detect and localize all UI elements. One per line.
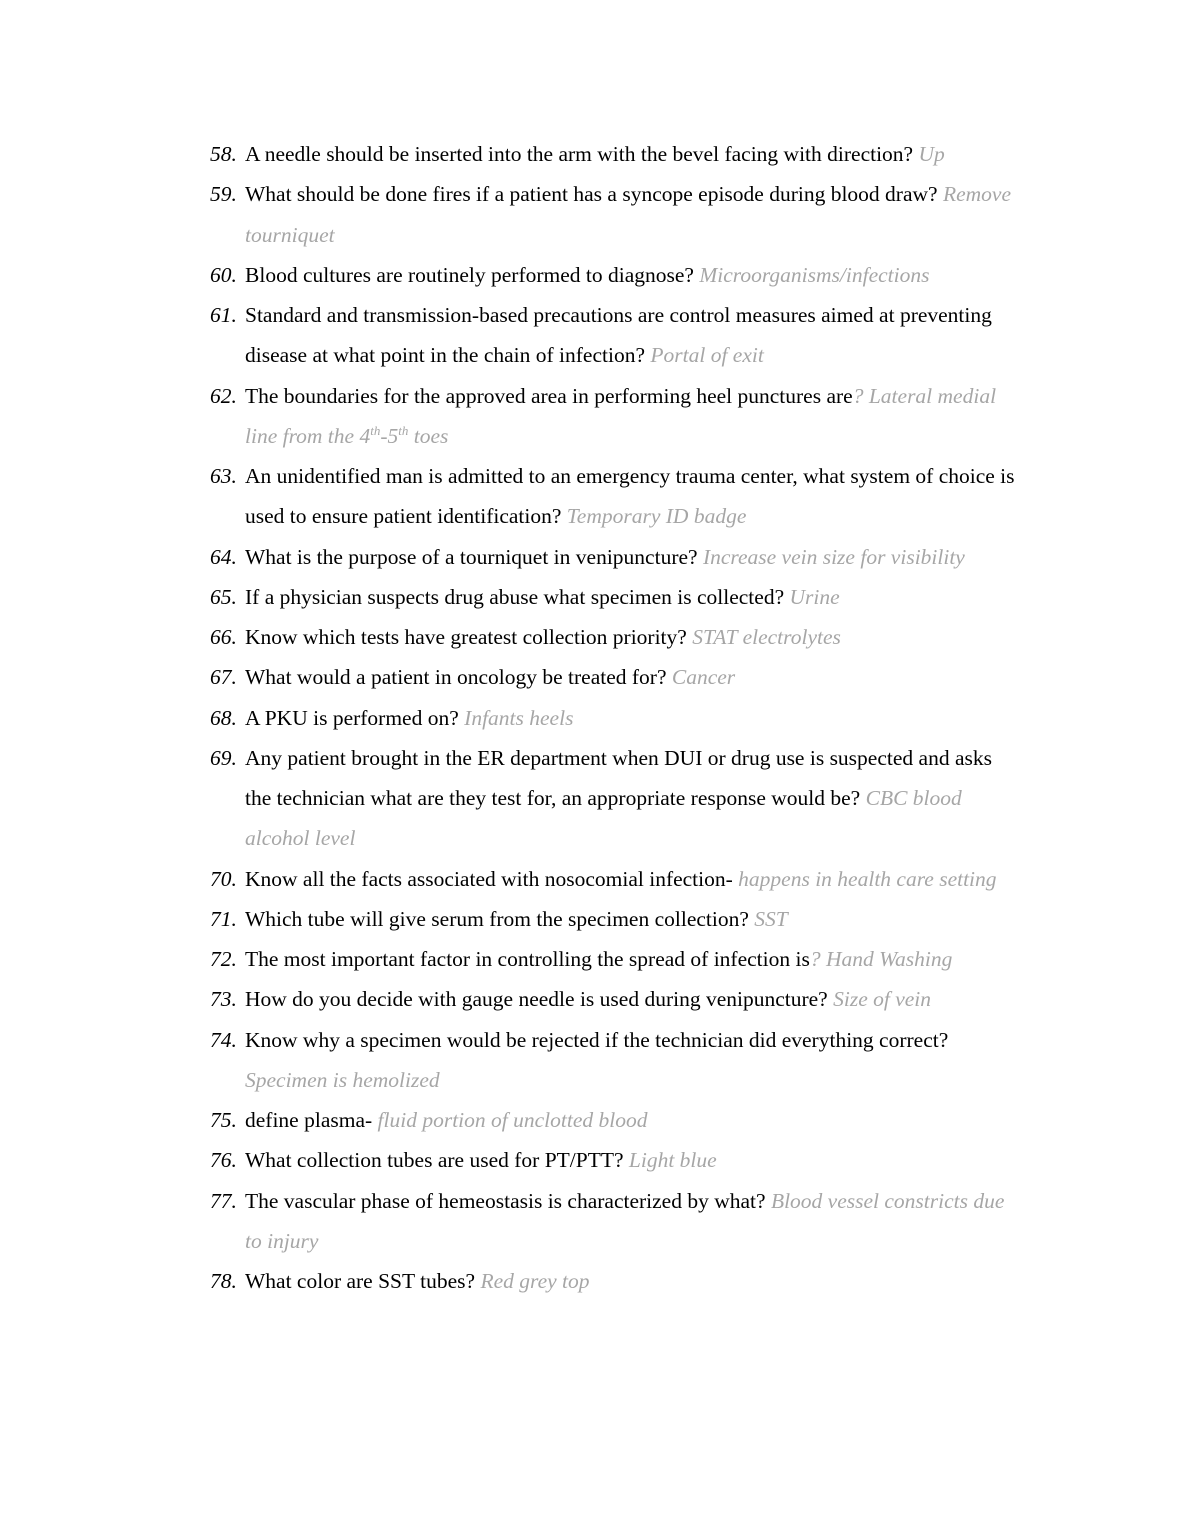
question-list (210, 134, 1015, 1301)
list-item (210, 617, 1015, 657)
item-number: 58. (210, 142, 237, 166)
superscript: th (370, 422, 381, 438)
list-item (210, 537, 1015, 577)
list-item (210, 698, 1015, 738)
list-item (210, 1020, 1015, 1101)
answer-text: Remove tourniquet (245, 182, 1011, 247)
item-number: 65. (210, 584, 237, 609)
answer-text: Increase vein size for visibility (702, 544, 965, 569)
answer-text: SST (754, 906, 788, 931)
list-item (210, 577, 1015, 617)
question-text: What collection tubes are used for PT/PTT? (245, 1148, 629, 1173)
item-number: 67. (210, 665, 237, 690)
item-number: 59. (210, 182, 237, 207)
item-number: 64. (210, 544, 237, 569)
list-item (210, 899, 1015, 939)
question-text: What should be done fires if a patient has a syncope episode during blood draw? (245, 182, 943, 207)
question-text: define plasma- (245, 1108, 378, 1132)
question-text: The vascular phase of hemeostasis is characterized by what? (245, 1188, 771, 1213)
item-number: 72. (210, 947, 237, 971)
item-number: 77. (210, 1188, 237, 1213)
answer-text: Microorganisms/infections (699, 262, 930, 287)
answer-text: Portal of exit (650, 343, 764, 368)
answer-text: STAT electrolytes (692, 625, 841, 649)
list-item (210, 1261, 1015, 1301)
item-number: 61. (210, 303, 237, 327)
list-item (210, 939, 1015, 979)
answer-text: happens in health care setting (738, 866, 997, 891)
question-text: An unidentified man is admitted to an emergency trauma center, what system of choice is used to ensure patient identification? (245, 464, 1015, 529)
question-text: A PKU is performed on? (245, 705, 465, 730)
question-text: If a physician suspects drug abuse what specimen is collected? (245, 584, 790, 609)
question-text: Know which tests have greatest collection priority? (245, 625, 693, 649)
superscript: th (398, 422, 409, 438)
question-text: What would a patient in oncology be treated for? (245, 665, 672, 690)
list-item (210, 255, 1015, 295)
list-item (210, 1140, 1015, 1180)
answer-text: Light blue (628, 1148, 717, 1173)
answer-part: toes (408, 423, 449, 448)
list-item (210, 657, 1015, 697)
item-number: 71. (210, 906, 237, 931)
list-item (210, 738, 1015, 859)
item-number: 68. (210, 705, 237, 730)
question-text: How do you decide with gauge needle is used during venipuncture? (245, 987, 834, 1012)
list-item (210, 134, 1015, 174)
question-text: Standard and transmission-based precautions are control measures aimed at preventing disease at what point in the chain of infection? (245, 303, 992, 368)
list-item (210, 979, 1015, 1019)
list-item (210, 1181, 1015, 1262)
answer-text: Infants heels (464, 705, 574, 730)
answer-text: Red grey top (480, 1269, 590, 1293)
answer-text: Up (918, 142, 945, 166)
answer-part: -5 (380, 423, 399, 448)
item-number: 62. (210, 383, 237, 408)
question-text: A needle should be inserted into the arm with the bevel facing with direction? (245, 142, 919, 166)
item-number: 70. (210, 866, 237, 891)
question-text: Know all the facts associated with nosocomial infection- (245, 866, 739, 891)
item-number: 74. (210, 1027, 237, 1052)
answer-text: Size of vein (833, 987, 932, 1012)
item-number: 69. (210, 745, 237, 770)
answer-text: Blood vessel constricts due to injury (245, 1188, 1005, 1253)
item-number: 66. (210, 625, 237, 649)
list-item (210, 1100, 1015, 1140)
question-text: What color are SST tubes? (245, 1269, 481, 1293)
answer-text: CBC blood alcohol level (245, 786, 962, 851)
question-text: The boundaries for the approved area in performing heel punctures are (245, 383, 853, 408)
question-text: What is the purpose of a tourniquet in venipuncture? (245, 544, 703, 569)
list-item (210, 295, 1015, 376)
answer-text: Specimen is hemolized (245, 1067, 440, 1092)
answer-text: Urine (789, 584, 840, 609)
question-text: Know why a specimen would be rejected if the technician did everything correct? (245, 1027, 949, 1052)
question-text: Which tube will give serum from the specimen collection? (245, 906, 755, 931)
question-text: Any patient brought in the ER department when DUI or drug use is suspected and asks the technician what are they test for, an appropriate response would be? (245, 745, 992, 810)
item-number: 60. (210, 262, 237, 287)
answer-text: Cancer (671, 665, 736, 690)
item-number: 76. (210, 1148, 237, 1173)
list-item (210, 174, 1015, 255)
item-number: 73. (210, 987, 237, 1012)
question-text: The most important factor in controlling the spread of infection is (245, 947, 810, 971)
list-item (210, 859, 1015, 899)
item-number: 78. (210, 1269, 237, 1293)
answer-part: ? Lateral medial line from the 4 (245, 383, 997, 448)
list-item (210, 376, 1015, 457)
answer-text: ? Hand Washing (809, 947, 953, 971)
item-number: 63. (210, 464, 237, 488)
question-text: Blood cultures are routinely performed to diagnose? (245, 262, 700, 287)
answer-text: fluid portion of unclotted blood (377, 1108, 648, 1132)
answer-text: Temporary ID badge (566, 504, 747, 529)
item-number: 75. (210, 1108, 237, 1132)
list-item (210, 456, 1015, 537)
